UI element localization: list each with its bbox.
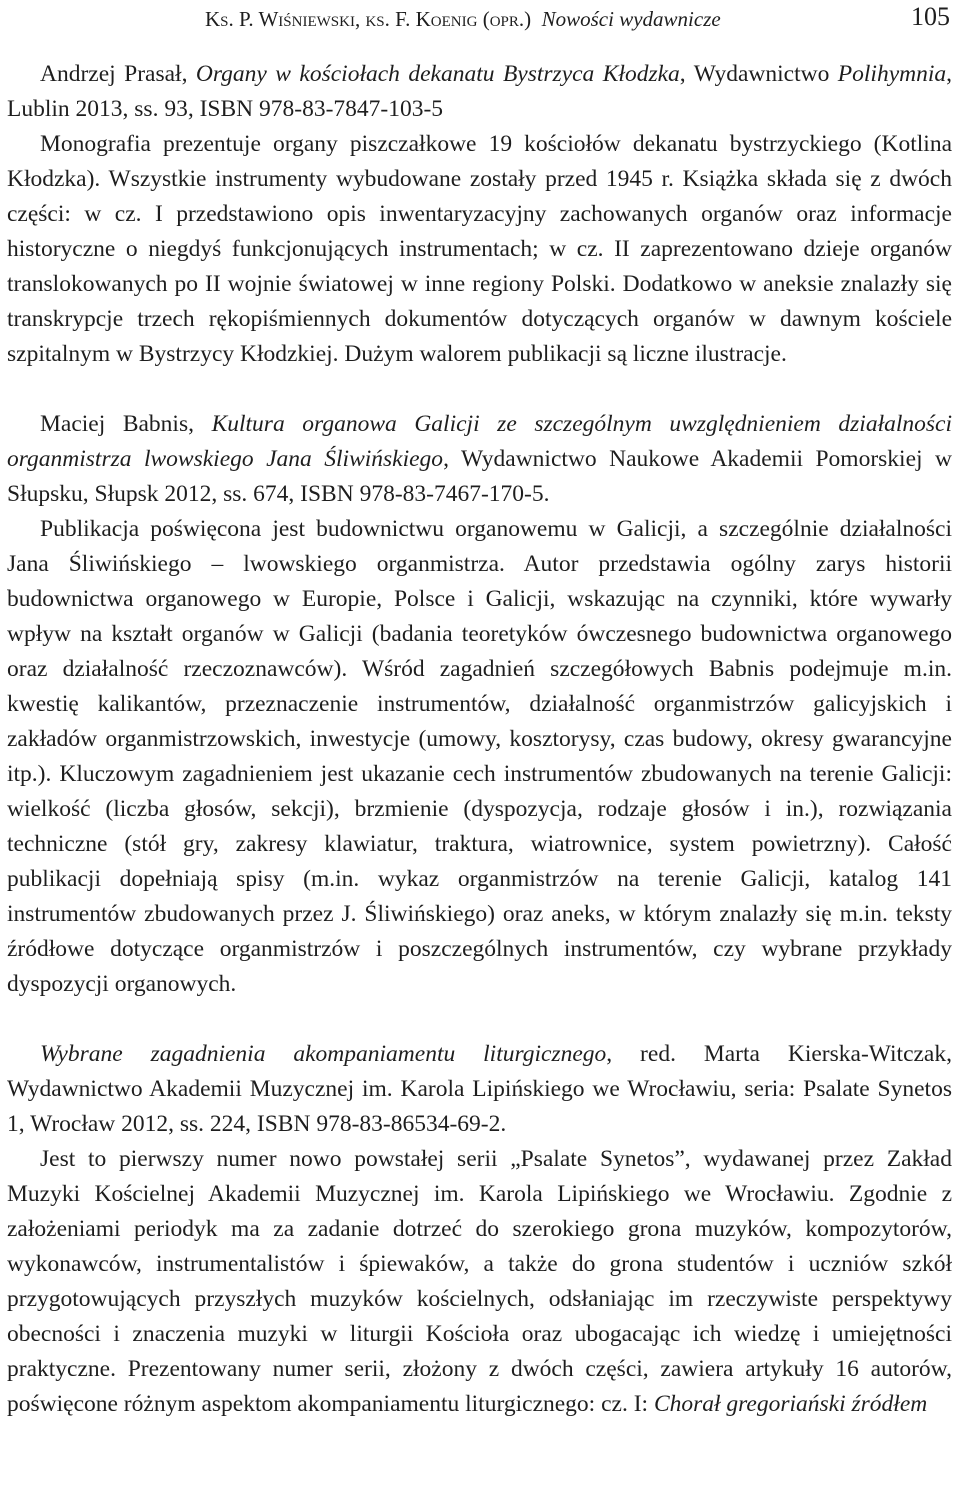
header-authors [205, 0, 721, 38]
publication-entry [7, 1037, 952, 1422]
entry-citation-rest: , Wydawnictwo Naukowe Akademii Pomorskiej w Słupsku, Słupsk 2012, ss. 674, ISBN 978-83-7467-170-5. [7, 446, 952, 507]
entry-author: Andrzej Prasał, [40, 61, 196, 87]
entry-description-italic: Chorał gregoriański źródłem [653, 1391, 928, 1417]
entry-title: Organy w kościołach dekanatu Bystrzyca Kłodzka [195, 61, 680, 87]
entry-citation-rest: , red. Marta Kierska-Witczak, Wydawnictwo Akademii Muzycznej im. Karola Lipińskiego we Wrocławiu, seria: Psalate Synetos 1, Wrocław 2012, ss. 224, ISBN 978-83-86534-69-2. [7, 1041, 952, 1137]
entry-citation-rest: , Wydawnictwo [679, 61, 838, 87]
publication-entry [7, 407, 952, 1002]
publication-list [7, 57, 952, 1422]
entry-description-text: Jest to pierwszy numer nowo powstałej serii „Psalate Synetos”, wydawanej przez Zakład Muzyki Kościelnej Akademii Muzycznej im. Karola Lipińskiego we Wrocławiu. Zgodnie z założeniami periodyk ma za zadanie dotrzeć do szerokiego grona muzyków, kompozytorów, wykonawców, instrumentalistów i śpiewaków, a także do grona studentów i uczniów szkół przygotowujących przyszłych muzyków kościelnych, odsłaniając im rzeczywiste perspektywy obecności i znaczenia muzyki w liturgii Kościoła oraz ubogacając ich wiedzę i umiejętności praktyczne. Prezentowany numer serii, złożony z dwóch części, zawiera artykuły 16 autorów, poświęcone różnym aspektom akompaniamentu liturgicznego: cz. I: [7, 1146, 952, 1417]
entry-title: Wybrane zagadnienia akompaniamentu liturgicznego [40, 1041, 607, 1067]
entry-citation [7, 407, 952, 512]
entry-citation-rest: , Lublin 2013, ss. 93, ISBN 978-83-7847-103-5 [7, 61, 952, 122]
entry-citation [7, 57, 952, 127]
entry-author: Maciej Babnis, [40, 411, 212, 437]
entry-title: Kultura organowa Galicji ze szczególnym uwzględnieniem działalności organmistrza lwowskiego Jana Śliwińskiego [7, 411, 952, 472]
publication-entry [7, 57, 952, 372]
running-header [7, 0, 952, 40]
entry-publisher: Polihymnia [837, 61, 947, 87]
entry-description [7, 1142, 952, 1422]
entry-description: Monografia prezentuje organy piszczałkowe 19 kościołów dekanatu bystrzyckiego (Kotlina Kłodzka). Wszystkie instrumenty wybudowane zostały przed 1945 r. Książka składa się z dwóch części: w cz. I przedstawiono opis inwentaryzacyjny zachowanych organów oraz informacje historyczne o niegdyś funkcjonujących instrumentach; w cz. II zaprezentowano dzieje organów translokowanych po II wojnie światowej w inne regiony Polski. Dodatkowo w aneksie znalazły się transkrypcje trzech rękopiśmiennych dokumentów dotyczących organów w dawnym kościele szpitalnym w Bystrzycy Kłodzkiej. Dużym walorem publikacji są liczne ilustracje. [7, 131, 952, 367]
header-authors-text: Ks. P. Wiśniewski, ks. F. Koenig (opr.) [205, 7, 532, 31]
header-section-title: Nowości wydawnicze [541, 7, 721, 31]
entry-description: Publikacja poświęcona jest budownictwu organowemu w Galicji, a szczególnie działalności Jana Śliwińskiego – lwowskiego organmistrza. Autor przedstawia ogólny zarys historii budownictwa organowego w Europie, Polsce i Galicji, wskazując na czynniki, które wywarły wpływ na kształt organów w Galicji (badania teoretyków ówczesnego budownictwa organowego oraz działalność rzeczoznawców). Wśród zagadnień szczegółowych Babnis podejmuje m.in. kwestię kalikantów, przeznaczenie instrumentów, działalność organmistrzów galicyjskich i zakładów organmistrzowskich, inwestycje (umowy, kosztorysy, czas budowy, okresy gwarancyjne itp.). Kluczowym zagadnieniem jest ukazanie cech instrumentów zbudowanych na terenie Galicji: wielkość (liczba głosów, sekcji), brzmienie (dyspozycja, rodzaje głosów i in.), rozwiązania techniczne (stół gry, zakresy klawiatur, traktura, wiatrownice, system powietrzny). Całość publikacji dopełniają spisy (m.in. wykaz organmistrzów na terenie Galicji, katalog 141 instrumentów zbudowanych przez J. Śliwińskiego) oraz aneks, w którym znalazły się m.in. teksty źródłowe dotyczące organmistrzów i poszczególnych instrumentów, czy wybrane przykłady dyspozycji organowych. [7, 516, 952, 997]
page-number: 105 [911, 2, 950, 31]
entry-citation [7, 1037, 952, 1142]
